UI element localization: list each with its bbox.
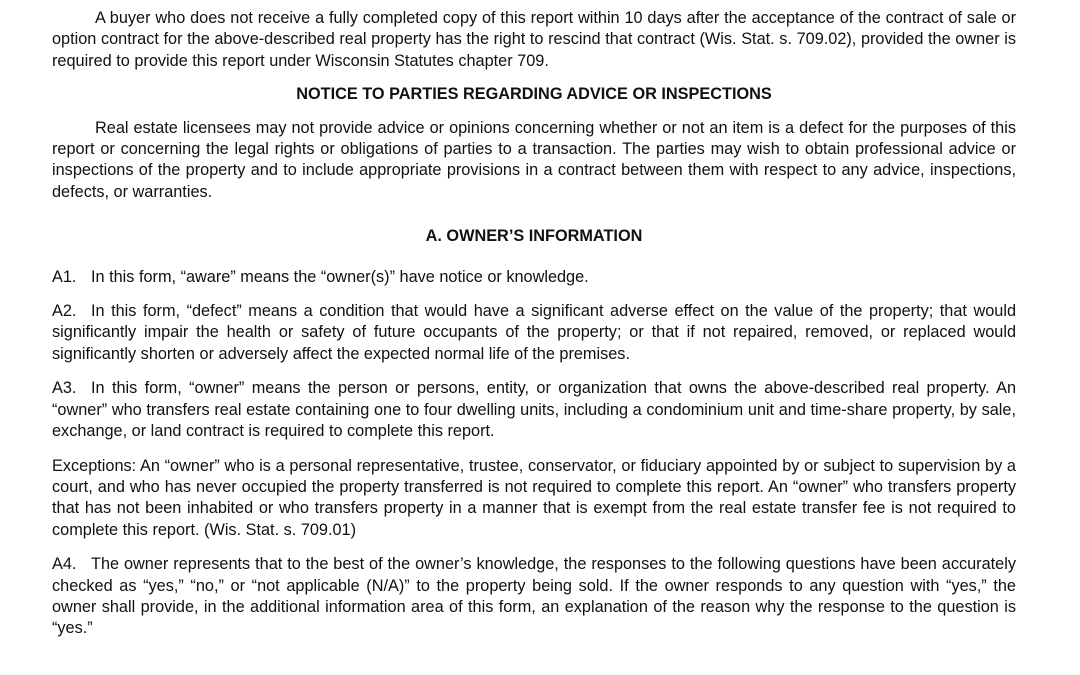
- section-a-heading: A. OWNER’S INFORMATION: [425, 227, 643, 246]
- a4-text: The owner represents that to the best of the owner’s knowledge, the responses to the following questions have been accurately checked as “yes,” “no,” or “not applicable (N/A)” to the property being sold. If the owner responds to any question with “yes,” the owner shall provide, in the additional information area of this form, an explanation of the reason why the response to the question is “yes.”: [52, 555, 1016, 638]
- a2-label: A2.: [52, 302, 77, 321]
- a1-label: A1.: [52, 267, 77, 286]
- a2-paragraph: [52, 301, 1016, 365]
- a1-paragraph: [52, 267, 1016, 288]
- a1-text: In this form, “aware” means the “owner(s)” have notice or knowledge.: [91, 267, 589, 286]
- exceptions-paragraph: Exceptions: An “owner” who is a personal representative, trustee, conservator, or fiduciary appointed by or subject to supervision by a court, and who has never occupied the property transferred is not required to complete this report. An “owner” who transfers property that has not been inhabited or who transfers property in a manner that is exempt from the real estate transfer fee is not required to complete this report. (Wis. Stat. s. 709.01): [52, 456, 1016, 539]
- a4-paragraph: [52, 554, 1016, 640]
- a2-text: In this form, “defect” means a condition that would have a significant adverse effect on the value of the property; that would significantly impair the health or safety of future occupants of the property; or that if not repaired, removed, or replaced would significantly shorten or adversely affect the expected normal life of the premises.: [52, 302, 1016, 363]
- a3-paragraph: [52, 378, 1016, 442]
- a3-text: In this form, “owner” means the person or persons, entity, or organization that owns the above-described real property. An “owner” who transfers real estate containing one to four dwelling units, including a condominium unit and time-share property, by sale, exchange, or land contract is required to complete this report.: [52, 379, 1016, 441]
- notice-heading: NOTICE TO PARTIES REGARDING ADVICE OR INSPECTIONS: [296, 85, 772, 104]
- a4-label: A4.: [52, 555, 77, 574]
- a3-label: A3.: [52, 379, 77, 398]
- notice-paragraph: Real estate licensees may not provide advice or opinions concerning whether or not an item is a defect for the purposes of this report or concerning the legal rights or obligations of parties to a transaction. The parties may wish to obtain professional advice or inspections of the property and to include appropriate provisions in a contract between them with respect to any advice, inspections, defects, or warranties.: [52, 118, 1016, 201]
- intro-paragraph: A buyer who does not receive a fully completed copy of this report within 10 days after the acceptance of the contract of sale or option contract for the above-described real property has the right to rescind that contract (Wis. Stat. s. 709.02), provided the owner is required to provide this report under Wisconsin Statutes chapter 709.: [52, 9, 1016, 70]
- document-page: [52, 8, 1016, 640]
